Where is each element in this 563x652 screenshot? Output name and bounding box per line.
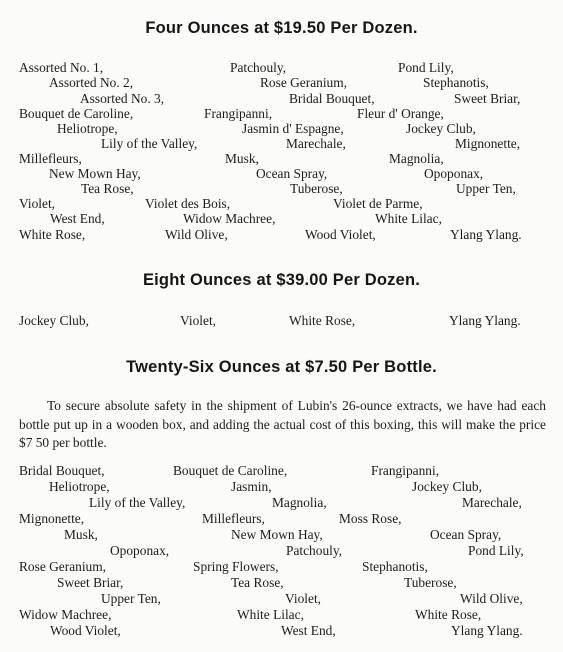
list-item: Stephanotis, — [362, 559, 428, 574]
list-item: Violet des Bois, — [145, 196, 231, 211]
list-item: Bridal Bouquet, — [19, 463, 105, 478]
list-item: Assorted No. 3, — [80, 91, 165, 106]
list-item: Jasmin, — [231, 479, 272, 494]
list-item: Opoponax, — [110, 543, 170, 558]
list-row — [0, 91, 563, 107]
list-item: New Mown Hay, — [231, 527, 323, 542]
list-item: Sweet Briar, — [57, 575, 124, 590]
list-item: Violet, — [19, 196, 56, 211]
list-item: Ylang Ylang. — [449, 313, 521, 328]
list-row — [0, 463, 563, 479]
list-item: Heliotrope, — [57, 121, 118, 136]
list-item: Violet, — [285, 591, 322, 606]
list-item: Pond Lily, — [398, 60, 454, 75]
list-item: Wood Violet, — [305, 227, 376, 242]
list-row — [0, 543, 563, 559]
list-row — [0, 607, 563, 623]
list-row — [0, 60, 563, 76]
list-item: Ylang Ylang. — [451, 623, 523, 638]
list-row — [0, 196, 563, 212]
list-item: Wood Violet, — [50, 623, 121, 638]
list-item: West End, — [50, 211, 105, 226]
list-item: Patchouly, — [286, 543, 343, 558]
list-item: Frangipanni, — [371, 463, 440, 478]
list-item: Widow Machree, — [183, 211, 276, 226]
list-row — [0, 181, 563, 197]
list-item: Violet de Parme, — [333, 196, 423, 211]
list-item: Frangipanni, — [204, 106, 273, 121]
list-item: Assorted No. 1, — [19, 60, 104, 75]
list-item: Lily of the Valley, — [101, 136, 198, 151]
list-item: Upper Ten, — [101, 591, 161, 606]
list-item: Fleur d' Orange, — [357, 106, 444, 121]
list-row — [0, 121, 563, 137]
list-item: Mignonette, — [19, 511, 85, 526]
list-item: Wild Olive, — [165, 227, 228, 242]
list-item: White Rose, — [289, 313, 356, 328]
list-row — [0, 623, 563, 639]
list-item: Assorted No. 2, — [49, 75, 134, 90]
list-item: Heliotrope, — [49, 479, 110, 494]
list-item: Jasmin d' Espagne, — [242, 121, 344, 136]
list-row — [0, 479, 563, 495]
list-row — [0, 559, 563, 575]
list-item: Magnolia, — [272, 495, 327, 510]
list-item: Marechale, — [462, 495, 522, 510]
list-row — [0, 527, 563, 543]
list-item: Bridal Bouquet, — [289, 91, 375, 106]
list-item: Millefleurs, — [202, 511, 265, 526]
list-row — [0, 591, 563, 607]
section-heading: Eight Ounces at $39.00 Per Dozen. — [142, 271, 421, 289]
list-item: Rose Geranium, — [260, 75, 348, 90]
list-item: White Lilac, — [237, 607, 304, 622]
list-item: Widow Machree, — [19, 607, 112, 622]
list-row — [0, 211, 563, 227]
list-item: Bouquet de Caroline, — [19, 106, 134, 121]
list-item: New Mown Hay, — [49, 166, 141, 181]
list-item: Tuberose, — [290, 181, 343, 196]
list-item: Spring Flowers, — [193, 559, 279, 574]
list-item: Opoponax, — [424, 166, 484, 181]
list-item: Moss Rose, — [339, 511, 402, 526]
list-item: Jockey Club, — [412, 479, 482, 494]
list-item: Jockey Club, — [406, 121, 476, 136]
list-item: Pond Lily, — [468, 543, 524, 558]
list-item: West End, — [281, 623, 336, 638]
list-item: Musk, — [64, 527, 98, 542]
list-item: White Rose, — [415, 607, 482, 622]
list-item: Tea Rose, — [81, 181, 134, 196]
list-item: Rose Geranium, — [19, 559, 107, 574]
list-item: Marechale, — [286, 136, 346, 151]
list-row — [0, 575, 563, 591]
list-item: Tuberose, — [404, 575, 457, 590]
list-row — [0, 495, 563, 511]
list-item: Millefleurs, — [19, 151, 82, 166]
list-item: Wild Olive, — [460, 591, 523, 606]
list-item: White Lilac, — [375, 211, 442, 226]
list-item: Tea Rose, — [231, 575, 284, 590]
list-item: Patchouly, — [230, 60, 287, 75]
list-row — [0, 511, 563, 527]
list-item: Stephanotis, — [423, 75, 489, 90]
section-heading: Four Ounces at $19.50 Per Dozen. — [145, 19, 418, 37]
list-item: Ylang Ylang. — [450, 227, 522, 242]
list-row — [0, 151, 563, 167]
list-row — [0, 106, 563, 122]
list-item: Upper Ten, — [456, 181, 516, 196]
list-row — [0, 75, 563, 91]
list-item: Ocean Spray, — [256, 166, 328, 181]
list-item: White Rose, — [19, 227, 86, 242]
list-row — [0, 136, 563, 152]
list-item: Mignonette, — [455, 136, 521, 151]
list-row — [0, 166, 563, 182]
list-item: Sweet Briar, — [454, 91, 521, 106]
list-row — [0, 227, 563, 243]
list-item: Ocean Spray, — [430, 527, 502, 542]
list-item: Violet, — [180, 313, 217, 328]
list-item: Lily of the Valley, — [89, 495, 186, 510]
list-item: Jockey Club, — [19, 313, 89, 328]
list-item: Bouquet de Caroline, — [173, 463, 288, 478]
section-heading: Twenty-Six Ounces at $7.50 Per Bottle. — [126, 358, 437, 376]
list-item: Magnolia, — [389, 151, 444, 166]
list-item: Musk, — [225, 151, 259, 166]
list-row — [0, 313, 563, 329]
shipping-note-paragraph: To secure absolute safety in the shipment of Lubin's 26-ounce extracts, we have had each bottle put up in a wooden box, and adding the actual cost of this boxing, this will make the price $7 50 per bottle. — [19, 398, 546, 450]
